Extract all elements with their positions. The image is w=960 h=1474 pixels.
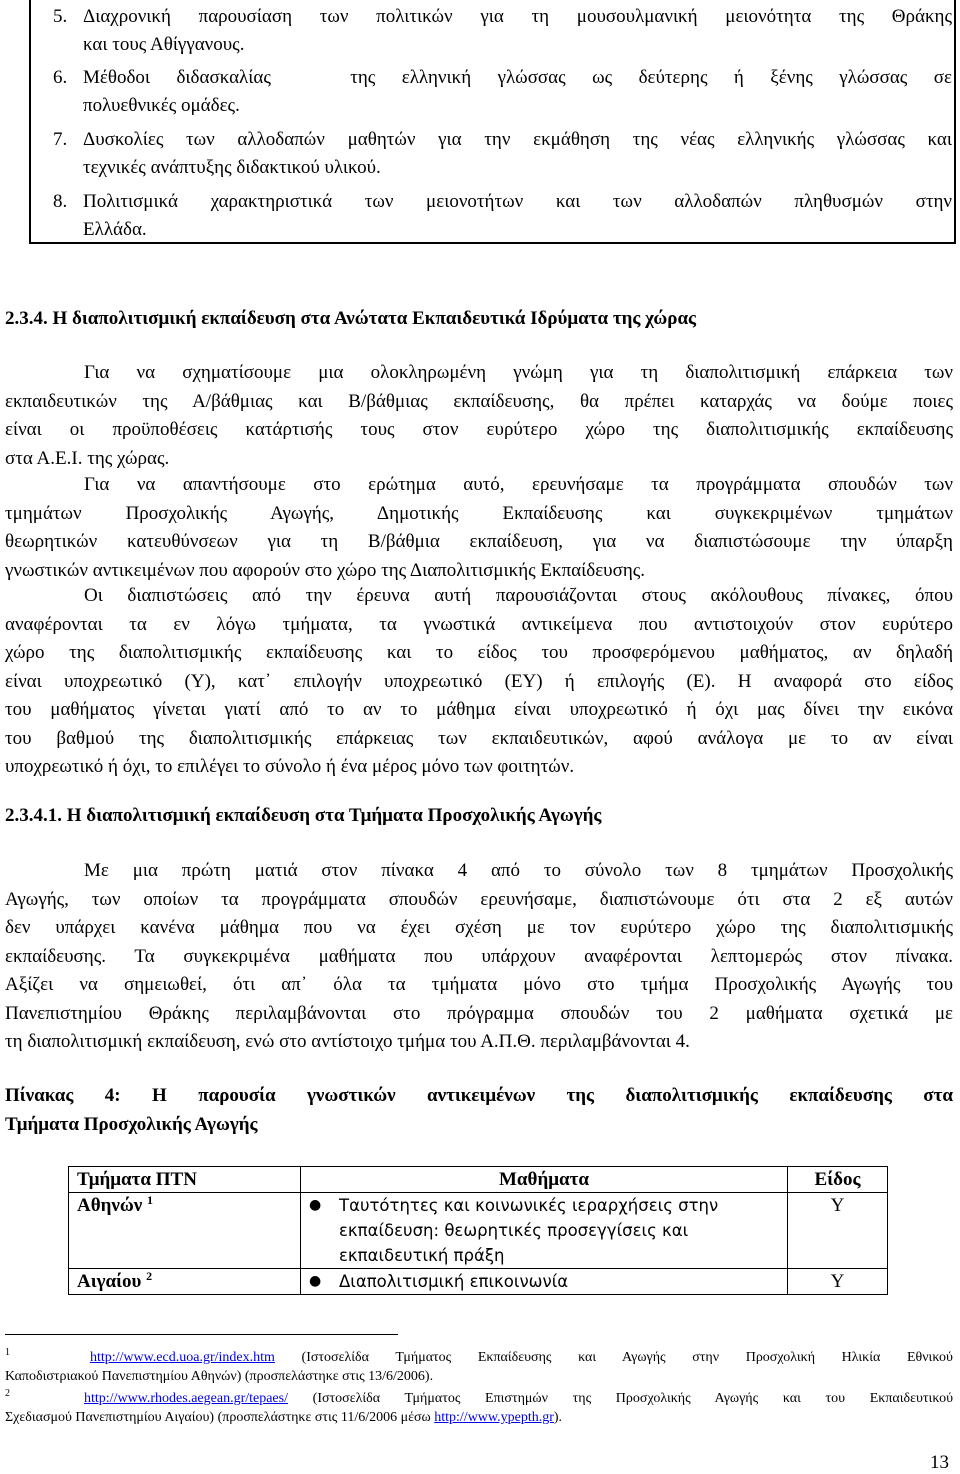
list-text-line: Ελλάδα. (83, 219, 147, 240)
course-line: Ταυτότητες και κοινωνικές ιεραρχήσεις στην (339, 1196, 719, 1215)
list-text-line: τεχνικές ανάπτυξης διδακτικού υλικού. (83, 157, 381, 178)
paragraph (5, 857, 953, 1057)
caption-line: Πίνακας 4: Η παρουσία γνωστικών αντικειμένων της διαπολιτισμικής εκπαίδευσης στα (5, 1085, 953, 1106)
text-line: του μαθήματος γίνεται γιατί από το αν το μάθημα είναι υποχρεωτικό ή όχι μας δίνει την εικόνα (5, 699, 953, 720)
text-line: γνωστικών αντικειμένων που αφορούν στο χώρο της Διαπολιτισμικής Εκπαίδευσης. (5, 559, 646, 581)
list-text-line: πολυεθνικές ομάδες. (83, 95, 240, 116)
page-number: 13 (930, 1452, 949, 1473)
text-line: αναφέρονται τα εν λόγω τμήματα, τα γνωστικά αντικείμενα που αντιστοιχούν στον ευρύτερο (5, 613, 953, 635)
table-row (69, 1269, 888, 1295)
caption-line: Τμήματα Προσχολικής Αγωγής (5, 1114, 258, 1135)
text-line: Για να απαντήσουμε στο ερώτημα αυτό, ερευνήσαμε τα προγράμματα σπουδών των (84, 474, 953, 495)
list-text-line: Δυσκολίες των αλλοδαπών μαθητών για την εκμάθηση της νέας ελληνικής γλώσσας και (83, 129, 952, 150)
list-text-line: Διαχρονική παρουσίαση των πολιτικών για τη μουσουλμανική μειονότητα της Θράκης (83, 6, 952, 27)
column-header-departments: Τμήματα ΠΤΝ (69, 1167, 301, 1193)
footnote-number: 2 (5, 1388, 10, 1399)
footnote-link[interactable]: http://www.ypepth.gr (434, 1410, 554, 1425)
footnote: $^1$ http://www.ecd.uoa.gr/index.htm (Ιστοσελίδα Τμήματος Εκπαίδευσης και Αγωγής στην Προσχολική Ηλικία Εθνικού Καποδιστριακού Πανεπιστημίου Αθηνών) (προσπελάστηκε στις 13/6/2006). (5, 1347, 953, 1384)
text-line: Οι διαπιστώσεις από την έρευνα αυτή παρουσιάζονται στους ακόλουθους πίνακες, όπου (84, 585, 953, 606)
text-line: χώρο της διαπολιτισμικής εκπαίδευσης και το είδος του προσφερόμενου μαθήματος, αν δηλαδή (5, 642, 953, 663)
column-header-courses: Μαθήματα (301, 1167, 788, 1193)
footnote-number: 1 (5, 1347, 10, 1358)
paragraph (5, 359, 953, 473)
department-cell: Αιγαίου $^2$ (69, 1269, 301, 1295)
courses-table (68, 1166, 888, 1295)
table-header-row (69, 1167, 888, 1193)
column-header-type: Είδος (788, 1167, 888, 1193)
paragraph (5, 471, 953, 585)
list-number: 8. (53, 191, 68, 212)
text-line: Για να σχηματίσουμε μια ολοκληρωμένη γνώμη για τη διαπολιτισμική επάρκεια των (84, 362, 953, 383)
type-cell: Υ (788, 1193, 888, 1269)
text-line: τμημάτων Προσχολικής Αγωγής, Δημοτικής Εκπαίδευσης και συγκεκριμένων τμημάτων (5, 502, 953, 524)
course-line: εκπαίδευση: θεωρητικές προσεγγίσεις και (339, 1221, 689, 1240)
paragraph (5, 582, 953, 782)
footnote-ref: 2 (146, 1269, 153, 1283)
text-line: Με μια πρώτη ματιά στον πίνακα 4 από το σύνολο των 8 τμημάτων Προσχολικής (84, 860, 953, 881)
list-number: 7. (53, 129, 68, 150)
text-line: εκπαιδευτικών της Α/βάθμιας και Β/βάθμιας εκπαίδευσης, θα πρέπει καταρχάς να δούμε ποιες (5, 390, 953, 412)
footnote: $^2$ http://www.rhodes.aegean.gr/tepaes/ (Ιστοσελίδα Τμήματος Επιστημών της Προσχολικής Αγωγής και του Εκπαιδευτικού Σχεδιασμού Πανεπιστημίου Αιγαίου) (προσπελάστηκε στις 11/6/2006 μέσω http://www.ypepth.gr). (5, 1388, 953, 1425)
course-line: εκπαιδευτική πράξη (339, 1246, 505, 1265)
subsection-heading: 2.3.4.1. Η διαπολιτισμική εκπαίδευση στα Τμήματα Προσχολικής Αγωγής (5, 805, 602, 826)
text-line: εκπαίδευσης. Τα συγκεκριμένα μαθήματα που υπάρχουν αναφέρονται λεπτομερώς στον πίνακα. (5, 945, 953, 967)
footnote-link[interactable]: http://www.rhodes.aegean.gr/tepaes/ (84, 1391, 288, 1406)
table-row (69, 1193, 888, 1269)
text-line: είναι οι προϋποθέσεις κατάρτισής τους στον ευρύτερο χώρο της διαπολιτισμικής εκπαίδευσης (5, 419, 953, 440)
course-cell (301, 1269, 788, 1295)
footnote-text: Σχεδιασμού Πανεπιστημίου Αιγαίου) (προσπελάστηκε στις 11/6/2006 μέσω (5, 1410, 435, 1425)
course-list-box (29, 0, 956, 244)
footnote-link[interactable]: http://www.ecd.uoa.gr/index.htm (89, 1350, 275, 1365)
department-cell: Αθηνών $^1$ (69, 1193, 301, 1269)
text-line: θεωρητικών κατευθύνσεων για τη Β/βάθμια εκπαίδευση, για να διαπιστώσουμε την ύπαρξη (5, 531, 953, 552)
list-text-line: Πολιτισμικά χαρακτηριστικά των μειονοτήτων και των αλλοδαπών πληθυσμών στην (83, 191, 952, 212)
footnote-text: Καποδιστριακού Πανεπιστημίου Αθηνών) (προσπελάστηκε στις 13/6/2006). (5, 1369, 434, 1384)
text-line: είναι υποχρεωτικό (Υ), κατ᾽ επιλογήν υποχρεωτικό (ΕΥ) ή επιλογής (Ε). Η αναφορά στο είδος (5, 670, 953, 692)
text-line: του βαθμού της διαπολιτισμικής επάρκειας των εκπαιδευτικών, αφού ανάλογα με το αν είναι (5, 727, 953, 749)
course-cell (301, 1193, 788, 1269)
text-line: Πανεπιστημίου Θράκης περιλαμβάνονται στο πρόγραμμα σπουδών του 2 μαθήματα σχετικά με (5, 1002, 953, 1024)
list-text-line: και τους Αθίγγανους. (83, 34, 245, 55)
text-line: στα Α.Ε.Ι. της χώρας. (5, 447, 170, 469)
section-heading: 2.3.4. Η διαπολιτισμική εκπαίδευση στα Ανώτατα Εκπαιδευτικά Ιδρύματα της χώρας (5, 308, 697, 329)
course-line: Διαπολιτισμική επικοινωνία (339, 1272, 569, 1291)
footnote-ref: 1 (147, 1193, 154, 1207)
bullet-icon: ● (309, 1273, 322, 1289)
text-line: τη διαπολιτισμική εκπαίδευση, ενώ στο αντίστοιχο τμήμα του Α.Π.Θ. περιλαμβάνονται 4. (5, 1031, 690, 1052)
bullet-icon: ● (309, 1197, 322, 1213)
text-line: Αγωγής, των οποίων τα προγράμματα σπουδών ερευνήσαμε, διαπιστώνουμε ότι στα 2 εξ αυτών (5, 888, 953, 910)
text-line: δεν υπάρχει κανένα μάθημα που να έχει σχέση με τον ευρύτερο χώρο της διαπολιτισμικής (5, 917, 953, 938)
list-text-line: Μέθοδοι διδασκαλίας της ελληνική γλώσσας ως δεύτερης ή ξένης γλώσσας σε (83, 67, 952, 88)
list-number: 6. (53, 67, 68, 88)
text-line: υποχρεωτικό ή όχι, το επιλέγει το σύνολο ή ένα μέρος μόνο των φοιτητών. (5, 756, 575, 777)
list-number: 5. (53, 6, 68, 27)
footnote-separator (5, 1334, 398, 1335)
table-caption (5, 1081, 953, 1139)
text-line: Αξίζει να σημειωθεί, ότι απ᾽ όλα τα τμήματα μόνο στο τμήμα Προσχολικής Αγωγής του (5, 974, 953, 995)
type-cell: Υ (788, 1269, 888, 1295)
